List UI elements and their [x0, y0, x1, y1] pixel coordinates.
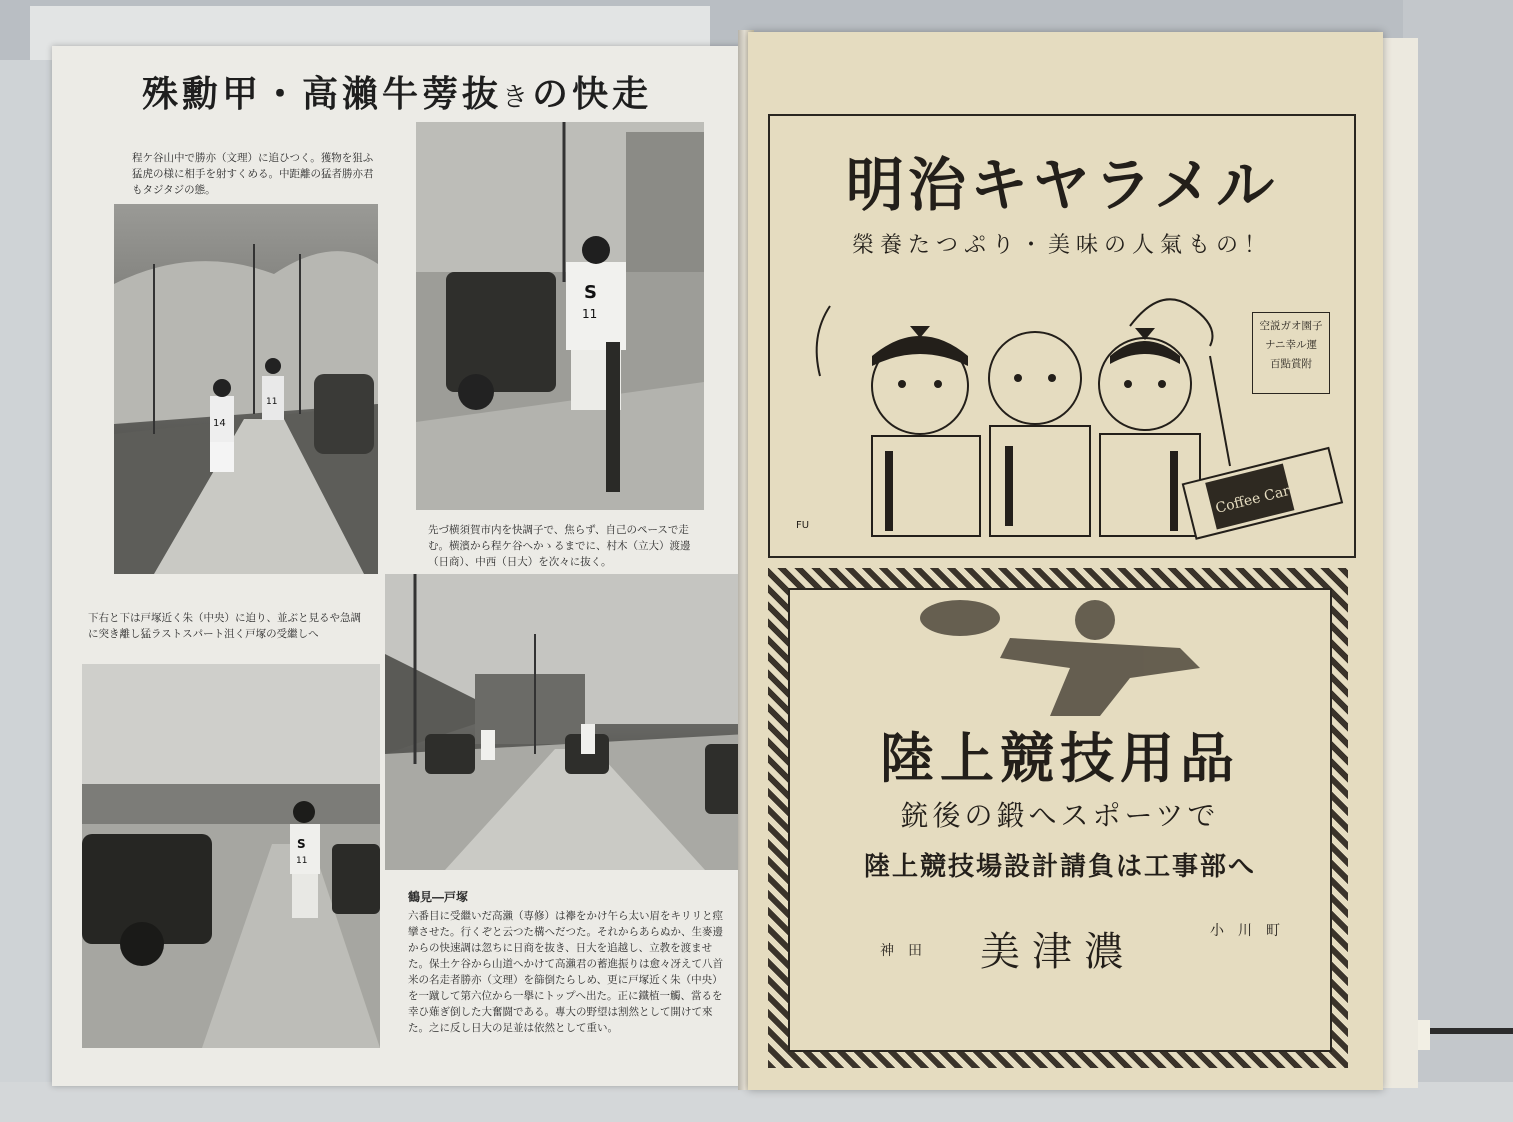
right-page [748, 32, 1383, 1090]
title-text: 殊勳甲・高瀨牛蒡抜きの快走 [142, 73, 653, 115]
three-girls-illustration [790, 266, 1350, 546]
meiji-caramel-ad [768, 114, 1356, 558]
bib-letter: S [297, 837, 306, 851]
ad-tagline: 榮養たつぷり・美味の人氣もの！ [851, 233, 1272, 258]
shop-location-left: 神田 [880, 943, 936, 959]
bib-number: 14 [213, 418, 226, 429]
ad-service-line: 陸上競技場設計請負は工事部へ [863, 852, 1256, 882]
photo-runner-town-art [416, 122, 704, 510]
bib-letter: S [584, 282, 597, 303]
package-brand: Coffee Caramel [1213, 474, 1325, 517]
bib-number: 11 [296, 856, 308, 866]
shop-info [790, 920, 1330, 980]
photo-road-cars [385, 574, 747, 870]
photo-leading-runner-art [82, 664, 380, 1048]
ribbon-bookmark [1418, 1020, 1513, 1050]
prize-line: 百點賞附 [1270, 358, 1312, 370]
photo-runners-mountain-art [114, 204, 378, 574]
mizuno-ad-border [768, 568, 1348, 1068]
shop-name: 美津濃 [980, 929, 1136, 975]
photo-road-cars-art [385, 574, 747, 870]
shop-location-right: 小川町 [1210, 923, 1294, 939]
caption-right-mid: 先づ横須賀市内を快調子で、焦らず、自己のペースで走む。横濱から程ケ谷へかゝるまでに、村木（立大）渡邊（日商）、中西（日大）を次々に抜く。 [428, 524, 691, 568]
prize-line: ナニ幸ル運 [1264, 339, 1318, 351]
photo-leading-runner [82, 664, 380, 1048]
prize-box [1252, 312, 1330, 394]
artist-signature: FU [796, 520, 810, 531]
section-heading: 鶴見―戸塚 [408, 890, 469, 904]
bib-number: 11 [266, 397, 278, 407]
photo-runners-mountain [114, 204, 378, 574]
caption-top-left: 程ケ谷山中で勝亦（文理）に追ひつく。獲物を狙ふ猛虎の様に相手を射すくめる。中距離の猛者勝亦君もタジタジの態。 [132, 152, 374, 196]
title-small-char: き [502, 83, 533, 113]
ad-title: 陸上競技用品 [880, 726, 1240, 790]
discus-thrower-illustration [900, 598, 1220, 716]
mizuno-ad [788, 588, 1332, 1052]
ad-slogan: 銃後の鍛へスポーツで [900, 799, 1220, 832]
bib-number: 11 [582, 307, 598, 321]
prize-line: 空説ガオ園子 [1259, 320, 1323, 332]
page-title [142, 66, 662, 118]
backdrop-right [1403, 0, 1513, 1122]
photo-runner-town [416, 122, 704, 510]
ad-title: 明治キヤラメル [845, 151, 1279, 219]
caption-left-mid: 下右と下は戸塚近く朱（中央）に迫り、並ぶと見るや急調に突き離し猛ラストスパート沮く戸塚の受繼しへ [88, 612, 361, 640]
article-body: 六番目に受繼いだ高瀨（専修）は襷をかけ午ら太い眉をキリリと痙攣させた。行くぞと云つた構へだつた。それからあらぬか、生麥邊からの快速調は忽ちに日商を抜き、日大を追越し、立教を渡ませた。保土ケ谷から山道へかけて高瀨君の蓄進振りは愈々冴えて八首米の名走者勝亦（文理）を篩倒たらしめ、更に戸塚近く朱（中央）を一蹴して第六位から一擧にトップへ出た。正に鐵植一觸、當るを幸ひ薙ぎ倒した大奮闘である。專大の野望は割然として開けて來た。之に反し日大の足並は依然として重い。 [408, 910, 723, 1034]
left-page [52, 46, 744, 1086]
